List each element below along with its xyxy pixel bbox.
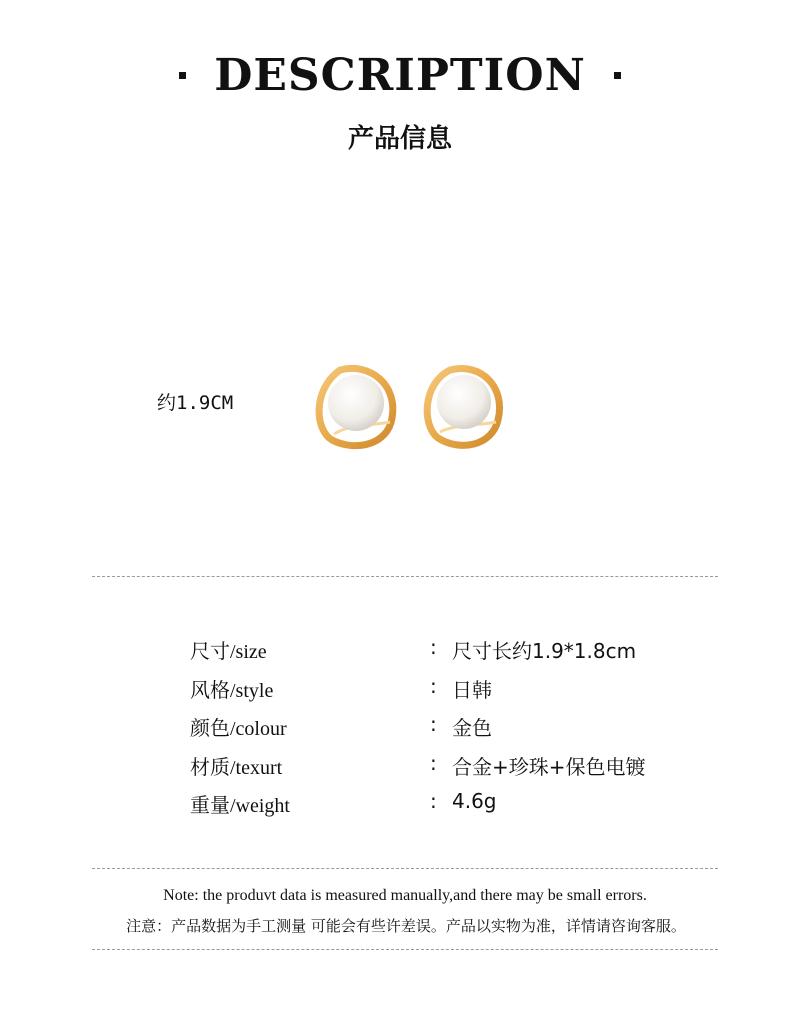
earrings-product-image	[310, 360, 510, 460]
page-subtitle: 产品信息	[347, 124, 452, 154]
earring-left	[319, 368, 393, 445]
spec-label: 风格/style	[190, 680, 274, 702]
spec-value: 4.6g	[452, 789, 497, 813]
note-english: Note: the produvt data is measured manually,and there may be small errors.	[163, 887, 647, 904]
spec-row-weight	[0, 789, 800, 819]
spec-value: 尺寸长约1.9*1.8cm	[452, 639, 637, 663]
header-title-row	[0, 50, 800, 101]
spec-label: 重量/weight	[190, 795, 290, 817]
divider-bottom	[92, 949, 718, 950]
size-annotation: 约1.9CM	[157, 392, 234, 414]
spec-colon: :	[430, 674, 437, 698]
spec-colon: :	[430, 751, 437, 775]
spec-colon: :	[430, 712, 437, 736]
spec-row-material	[0, 751, 800, 781]
spec-value: 合金+珍珠+保色电镀	[452, 755, 646, 779]
spec-row-style	[0, 674, 800, 704]
spec-colon: :	[430, 789, 437, 813]
spec-value: 金色	[452, 716, 492, 740]
spec-label: 颜色/colour	[190, 718, 287, 740]
spec-label: 材质/texurt	[190, 757, 283, 779]
earring-right	[427, 369, 499, 446]
spec-label: 尺寸/size	[190, 641, 267, 663]
bullet-left	[179, 72, 186, 79]
spec-value: 日韩	[452, 678, 492, 702]
divider-middle	[92, 868, 718, 869]
bullet-right	[614, 72, 621, 79]
spec-row-colour	[0, 712, 800, 742]
note-chinese: 注意：产品数据为手工测量 可能会有些许差误。产品以实物为准，详情请咨询客服。	[126, 917, 686, 935]
page-title: DESCRIPTION	[214, 50, 586, 101]
spec-colon: :	[430, 635, 437, 659]
spec-row-size	[0, 635, 800, 665]
divider-top	[92, 576, 718, 577]
